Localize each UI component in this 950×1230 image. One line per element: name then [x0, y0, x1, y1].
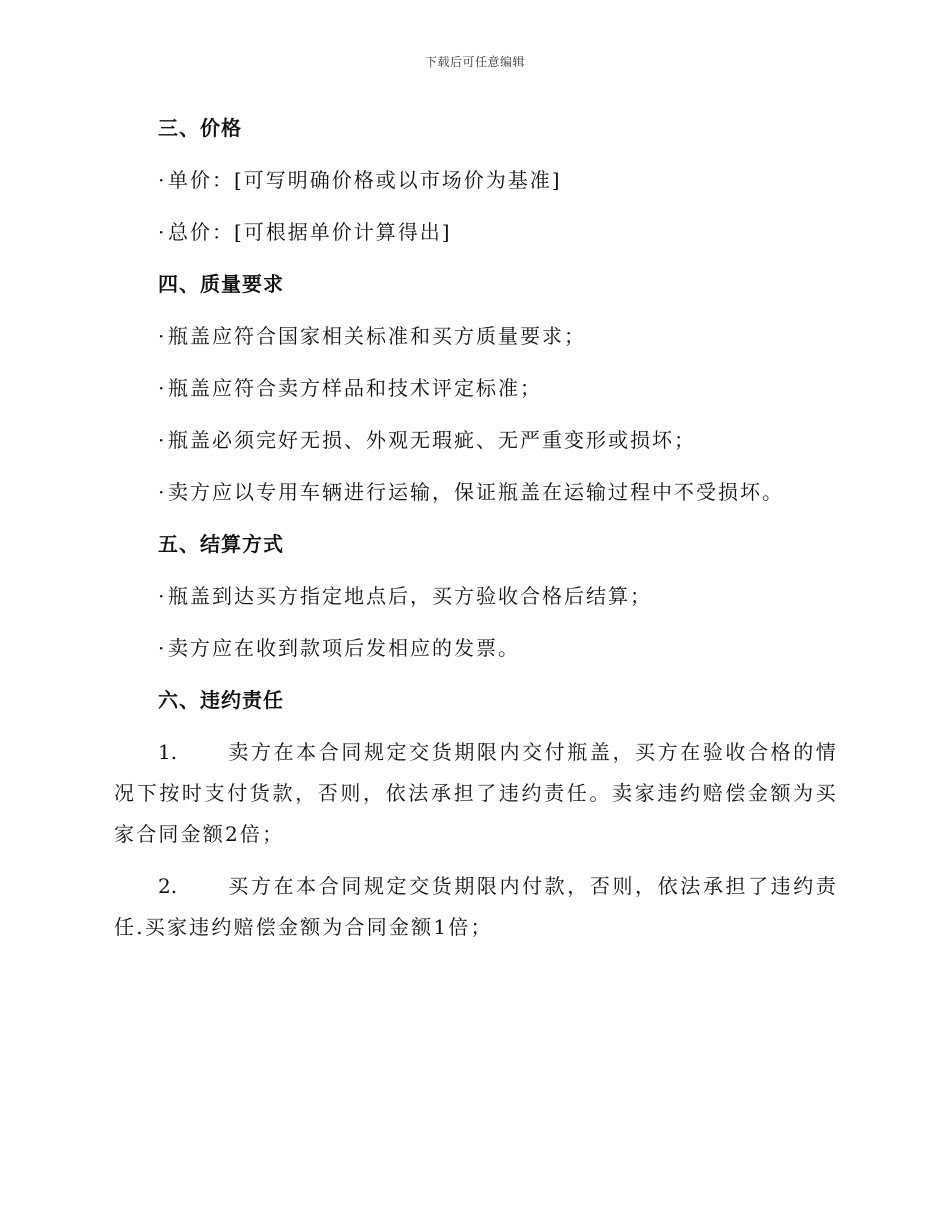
bullet-text: 瓶盖应符合卖方样品和技术评定标准；: [168, 376, 542, 400]
section-liability: [114, 680, 838, 948]
section-price: [114, 108, 838, 264]
clause-number: 2.: [158, 874, 178, 898]
bullet-text: 瓶盖应符合国家相关标准和买方质量要求；: [168, 324, 586, 348]
bullet-item: [114, 576, 838, 628]
bullet-item: [114, 368, 838, 420]
bullet-text: 卖方应以专用车辆进行运输，保证瓶盖在运输过程中不受损坏。: [168, 480, 784, 504]
page-header-note: 下载后可任意编辑: [424, 55, 525, 69]
bullet-item: [114, 628, 838, 680]
bullet-item: [114, 420, 838, 472]
bullet-dot: ·: [158, 480, 165, 504]
section-heading-quality: 四、质量要求: [158, 272, 284, 296]
bullet-text: 单价：[可写明确价格或以市场价为基准]: [168, 168, 562, 192]
bullet-dot: ·: [158, 376, 165, 400]
bullet-text: 总价：[可根据单价计算得出]: [168, 220, 452, 244]
bullet-item: [114, 472, 838, 524]
bullet-text: 瓶盖到达买方指定地点后，买方验收合格后结算；: [168, 584, 652, 608]
section-heading-liability: 六、违约责任: [158, 688, 284, 712]
bullet-dot: ·: [158, 168, 165, 192]
bullet-dot: ·: [158, 428, 165, 452]
bullet-dot: ·: [158, 636, 165, 660]
document-body: [114, 108, 838, 959]
section-quality: [114, 264, 838, 524]
section-heading-price: 三、价格: [158, 116, 242, 140]
bullet-dot: ·: [158, 220, 165, 244]
clause-number: 1.: [158, 740, 178, 764]
bullet-text: 瓶盖必须完好无损、外观无瑕疵、无严重变形或损坏；: [168, 428, 696, 452]
bullet-item: [114, 160, 838, 212]
numbered-clause: [114, 732, 838, 855]
numbered-clause: [114, 866, 838, 948]
clause-text: 卖方在本合同规定交货期限内交付瓶盖，买方在验收合格的情况下按时支付货款，否则，依法承担了违约责任。卖家违约赔偿金额为买家合同金额2倍；: [114, 740, 838, 846]
section-heading-settlement: 五、结算方式: [158, 532, 284, 556]
clause-text: 买方在本合同规定交货期限内付款，否则，依法承担了违约责任.买家违约赔偿金额为合同金额1倍；: [114, 874, 838, 939]
bullet-item: [114, 316, 838, 368]
bullet-dot: ·: [158, 584, 165, 608]
bullet-dot: ·: [158, 324, 165, 348]
bullet-text: 卖方应在收到款项后发相应的发票。: [168, 636, 520, 660]
bullet-item: [114, 212, 838, 264]
section-settlement: [114, 524, 838, 680]
